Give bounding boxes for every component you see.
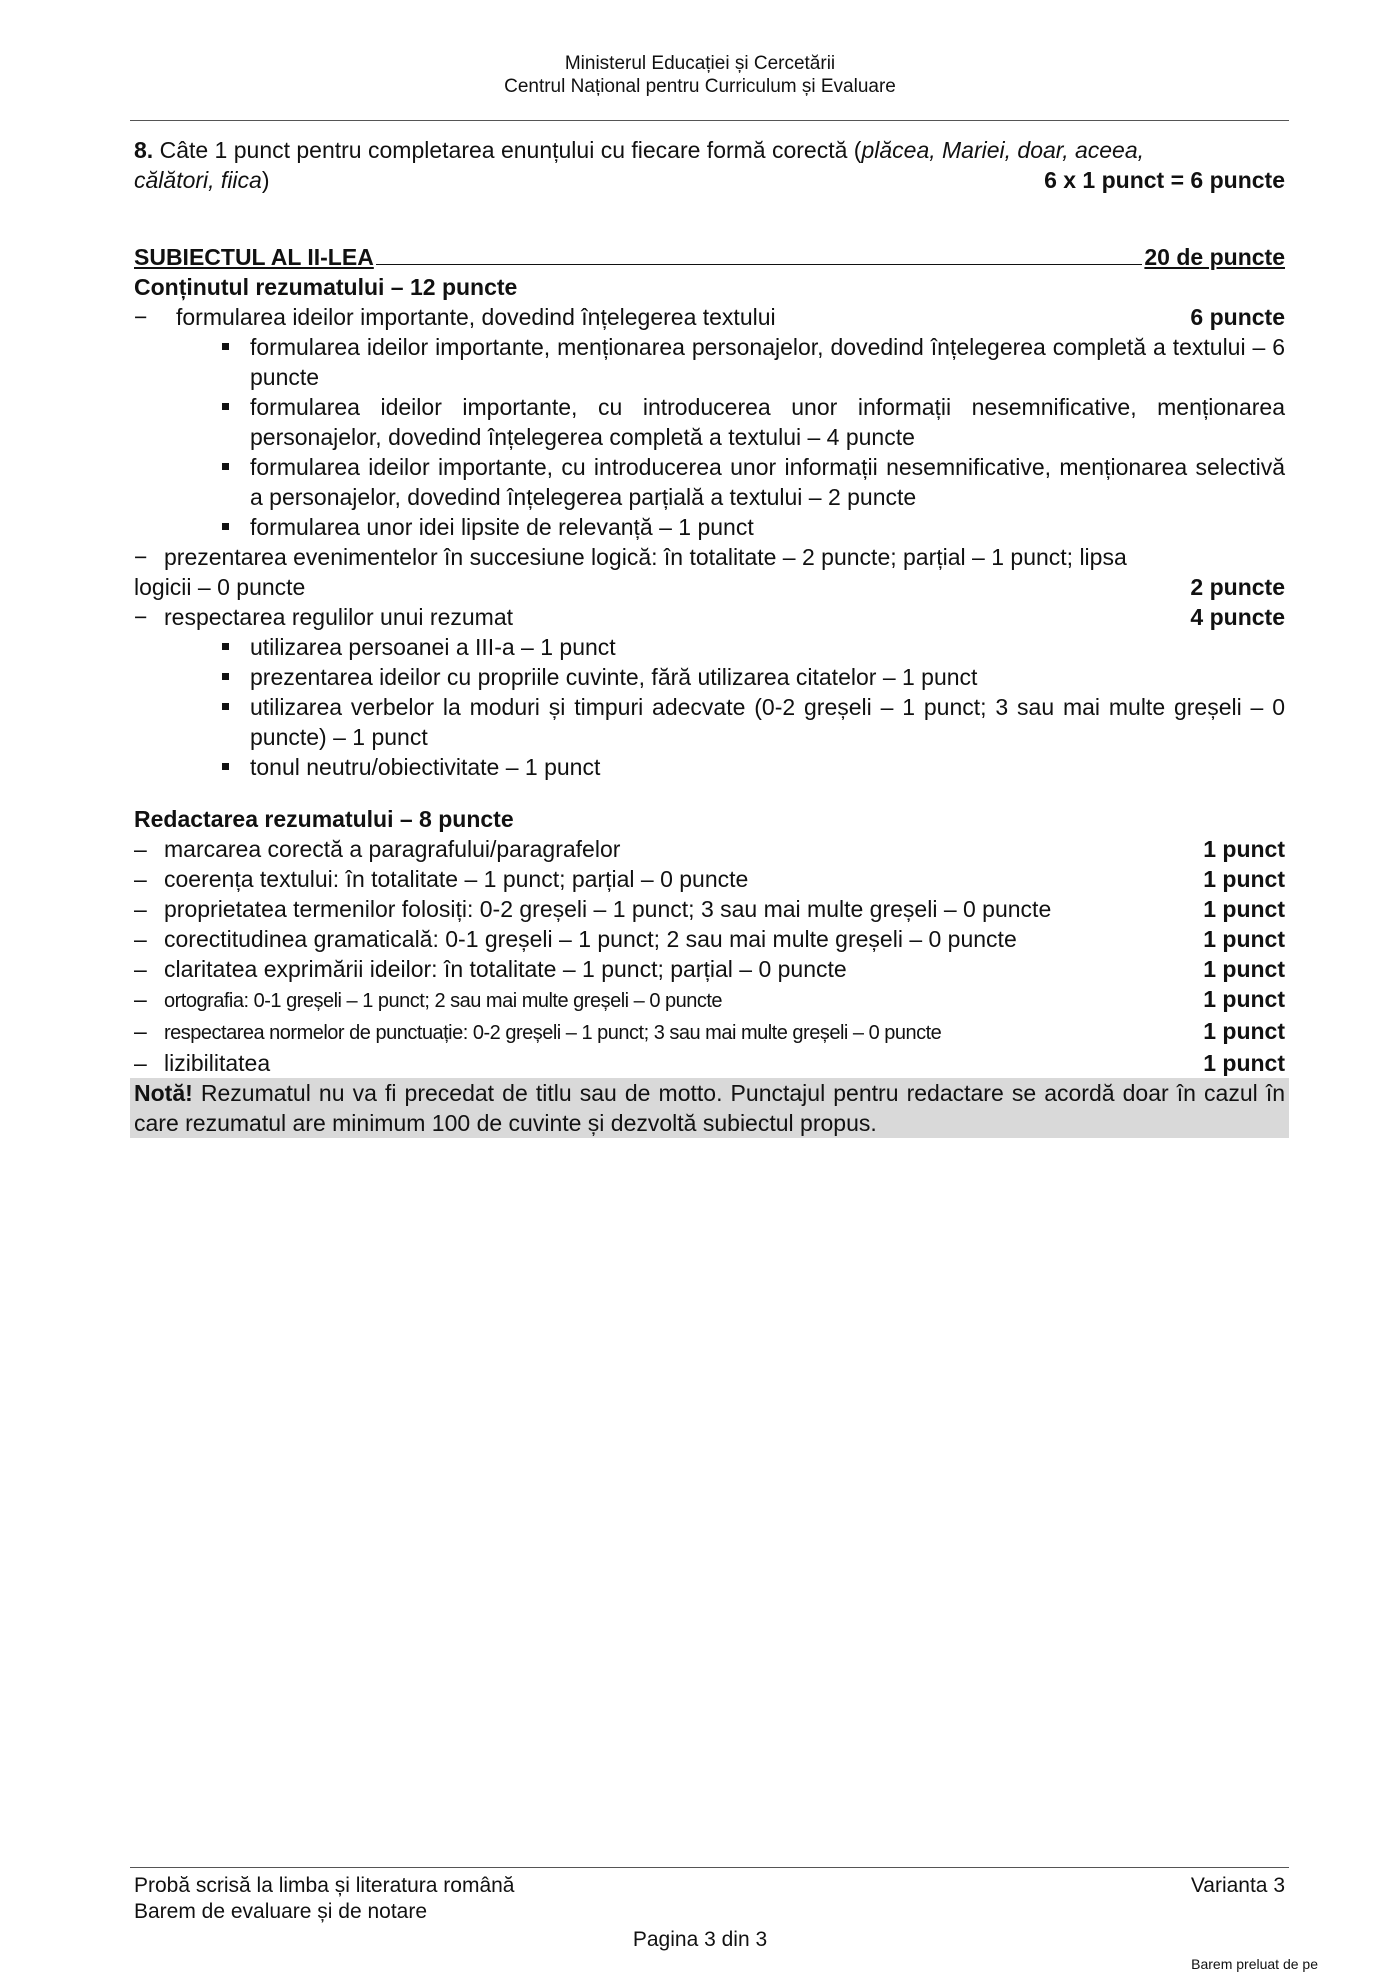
source-note: Barem preluat de pe [1191,1956,1318,1972]
dash: – [134,1050,147,1076]
footer-rule [130,1867,1289,1868]
content-criterion-2 [134,542,1285,602]
redactare-item [134,1016,1285,1048]
redactare-item [134,1048,1285,1078]
criterion-3-bullets [134,632,1285,782]
redactare-item [134,954,1285,984]
redactare-points: 1 punct [1203,1050,1285,1076]
item-8-close: ) [261,167,270,193]
bullet-text: formularea ideilor importante, cu introducerea unor informații nesemnificative, menționarea personajelor, dovedind înțelegerea completă a textului – 4 puncte [250,394,1285,450]
bullet-square-icon [222,763,229,770]
redactare-text: ortografia: 0-1 greșeli – 1 punct; 2 sau mai multe greșeli – 0 puncte [164,990,723,1012]
bullet-square-icon [222,643,229,650]
dash: – [134,836,147,862]
redactare-text: lizibilitatea [164,1050,271,1076]
bullet-square-icon [222,463,229,470]
dash: – [134,896,147,922]
document-footer [134,1873,1285,1925]
item-8-points: 6 x 1 punct = 6 puncte [1044,167,1285,193]
center-name: Centrul Național pentru Curriculum și Evaluare [504,76,896,97]
ministry-name: Ministerul Educației și Cercetării [564,53,836,74]
bullet-text: prezentarea ideilor cu propriile cuvinte, fără utilizarea citatelor – 1 punct [250,664,978,690]
redactare-item [134,834,1285,864]
bullet-square-icon [222,403,229,410]
bullet-item [134,512,1285,542]
header-rule [130,120,1289,121]
content-heading: Conținutul rezumatului – 12 puncte [134,274,518,300]
subject-2-points: 20 de puncte [1144,244,1285,270]
subject-2-title-row [134,242,1285,272]
item-8-text: Câte 1 punct pentru completarea enunțului cu fiecare formă corectă ( [153,137,862,163]
redactare-text: claritatea exprimării ideilor: în totalitate – 1 punct; parțial – 0 puncte [164,956,847,982]
bullet-item [134,332,1285,392]
document-body [134,135,1285,1138]
variant-label: Varianta 3 [1190,1874,1285,1897]
bullet-item [134,632,1285,662]
redactare-points: 1 punct [1203,866,1285,892]
note-label: Notă! [134,1080,193,1106]
dash: − [134,544,148,570]
bullet-text: tonul neutru/obiectivitate – 1 punct [250,754,601,780]
redactare-points: 1 punct [1203,926,1285,952]
bullet-square-icon [222,703,229,710]
dash: − [134,604,148,630]
dash: – [134,926,147,952]
note-box [130,1078,1289,1138]
redactare-text: marcarea corectă a paragrafului/paragrafelor [164,836,621,862]
criterion-text: prezentarea evenimentelor în succesiune logică: în totalitate – 2 puncte; parțial – 1 punct; lipsa [164,544,1127,570]
bullet-item [134,392,1285,452]
bullet-text: utilizarea verbelor la moduri și timpuri adecvate (0-2 greșeli – 1 punct; 3 sau mai multe greșeli – 0 puncte) – 1 punct [250,694,1285,750]
bullet-item [134,452,1285,512]
redactare-text: corectitudinea gramaticală: 0-1 greșeli – 1 punct; 2 sau mai multe greșeli – 0 puncte [164,926,1017,952]
redactare-points: 1 punct [1203,986,1285,1012]
redactare-points: 1 punct [1203,896,1285,922]
dash: – [134,956,147,982]
criterion-text: respectarea regulilor unui rezumat [164,604,514,630]
bullet-item [134,752,1285,782]
barem-label: Barem de evaluare și de notare [134,1900,428,1923]
bullet-square-icon [222,343,229,350]
dash: – [134,866,147,892]
redactare-item [134,924,1285,954]
dash: – [134,986,147,1012]
document-header [0,52,1400,98]
note-text: Rezumatul nu va fi precedat de titlu sau de motto. Punctajul pentru redactare se acordă doar în cazul în care rezumatul are minimum 100 de cuvinte și dezvoltă subiectul propus. [134,1080,1285,1136]
item-8-forms-b: călători, fiica [134,167,262,193]
redactare-item [134,894,1285,924]
criterion-points: 4 puncte [1190,604,1285,630]
item-8 [134,135,1285,195]
redactare-text: respectarea normelor de punctuație: 0-2 greșeli – 1 punct; 3 sau mai multe greșeli – 0 puncte [164,1022,942,1044]
bullet-text: formularea unor idei lipsite de relevanță – 1 punct [250,514,754,540]
exam-name: Probă scrisă la limba și literatura română [134,1874,515,1897]
item-8-number: 8. [134,137,154,163]
criterion-text: formularea ideilor importante, dovedind înțelegerea textului [176,304,776,330]
criterion-text-cont: logicii – 0 puncte [134,574,306,600]
dash: – [134,1018,147,1044]
redactare-points: 1 punct [1203,956,1285,982]
dash: − [134,304,148,330]
bullet-square-icon [222,673,229,680]
redactare-points: 1 punct [1203,1018,1285,1044]
item-8-forms-a: plăcea, Mariei, doar, aceea, [861,137,1145,163]
page-number: Pagina 3 din 3 [632,1928,768,1951]
content-criterion-3 [134,602,1285,632]
bullet-text: formularea ideilor importante, cu introducerea unor informații nesemnificative, menționarea selectivă a personajelor, dovedind înțelegerea parțială a textului – 2 puncte [250,454,1285,510]
title-underline [376,264,1143,265]
bullet-item [134,692,1285,752]
bullet-square-icon [222,523,229,530]
bullet-text: formularea ideilor importante, menționarea personajelor, dovedind înțelegerea completă a textului – 6 puncte [250,334,1285,390]
redactare-points: 1 punct [1203,836,1285,862]
redactare-text: proprietatea termenilor folosiți: 0-2 greșeli – 1 punct; 3 sau mai multe greșeli – 0 puncte [164,896,1052,922]
criterion-1-bullets [134,332,1285,542]
redactare-item [134,984,1285,1016]
redactare-text: coerența textului: în totalitate – 1 punct; parțial – 0 puncte [164,866,749,892]
redactare-item [134,864,1285,894]
bullet-item [134,662,1285,692]
criterion-points: 2 puncte [1190,574,1285,600]
redactare-heading: Redactarea rezumatului – 8 puncte [134,806,514,832]
bullet-text: utilizarea persoanei a III-a – 1 punct [250,634,616,660]
content-criterion-1 [134,302,1285,332]
subject-2-title: SUBIECTUL AL II-LEA [134,244,374,270]
criterion-points: 6 puncte [1190,304,1285,330]
